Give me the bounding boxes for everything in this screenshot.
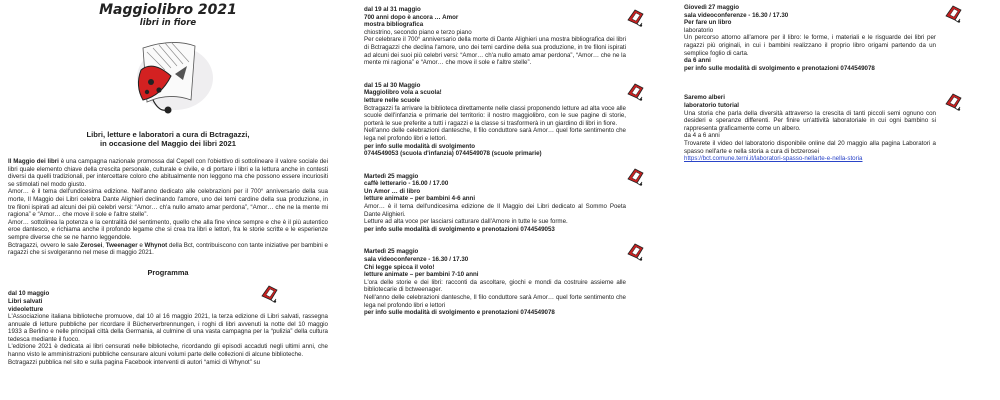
intro-paragraph-4: Bctragazzi, ovvero le sale Zerosei, Tweenager e Whynot della Bct, contribuiscono con tante iniziative per bambini e ragazzi che si svolgeranno nel mese di maggio 2021. — [8, 241, 328, 257]
book-bird-icon — [624, 80, 646, 102]
event-700-anni: dal 19 al 31 maggio 700 anni dopo è ancora … Amor mostra bibliografica chiostrino, secondo piano e terzo piano Per celebrare il 700° anniversario della morte di Dante Alighieri una mostra bibliografica dei libri di Bctragazzi che declina l'amore, uno dei temi cardine della sua produzione, in tre filoni ispirati ad alcuni dei suoi più celebri versi: “Amor… ch'a nullo amato amar perdona”, “Amor… che ne la mente mi ragiona” e “Amor… che move il sole e l'altre stelle”. — [364, 6, 626, 67]
book-bird-icon — [258, 282, 280, 304]
event-saremo-alberi: Saremo alberi laboratorio tutorial Una storia che parla della diversità attraverso la crescita di tanti piccoli semi ognuno con desideri e speranze differenti. Per finire un'attività laboratoriale in cui ogni bambino si rappresenta graficamente come un albero. da 4 a 6 anni Trovarete il video del laboratorio disponibile online dal 20 maggio alla pagina Laboratori a spasso nell'arte e nella storia a cura di bctzerosei https://bct.comune.terni.it/laboratori-spasso-nellarte-e-nella-storia — [684, 94, 936, 162]
column-right — [684, 0, 936, 163]
book-bird-icon — [624, 6, 646, 28]
page-subtitle: libri in fiore — [139, 18, 197, 28]
intro-paragraph-1: Il Maggio dei libri è una campagna nazionale promossa dal Cepell con l'obiettivo di sottolineare il valore sociale dei libri quale elemento chiave della crescita personale, culturale e civile, e di portare i libri e la lettura anche in contesti diversi da quelli tradizionali, per intercettare coloro che abitualmente non leggono ma che possono essere incuriositi se stimolati nel modo giusto. — [8, 158, 328, 188]
programma-heading: Programma — [147, 267, 189, 277]
laboratori-link[interactable]: https://bct.comune.terni.it/laboratori-spasso-nellarte-e-nella-storia — [684, 155, 863, 163]
book-bird-icon — [624, 165, 646, 187]
event-chi-legge: Martedì 25 maggio sala videoconferenze - 16.30 / 17.30 Chi legge spicca il volo! letture animate – per bambini 7-10 anni L'ora delle storie e dei libri: racconti da ascoltare, giochi e mondi da costruire assieme alle bibliotecarie di bctweenager. Nell'anno delle celebrazioni dantesche, Il filo conduttore sarà Amor… quel forte sentimento che lega nel profondo libri e lettori per info sulle modalità di svolgimento e prenotazioni 0744549078 — [364, 248, 626, 316]
event-maggiolibro-scuola: dal 15 al 30 Maggio Maggiolibro vola a scuola! letture nelle scuole Bctragazzi fa arrivare la biblioteca direttamente nelle classi proponendo letture ad alta voce alle scuole dell'infanzia e primarie del territorio: il nostro maggiolibro, con le sue pagine di storie, porterà le sue preferite a tutti i ragazzi e la classe si trasformerà in un giardino di libri in fiore. Nell'anno delle celebrazioni dantesche, Il filo conduttore sarà Amor… quel forte sentimento che lega nel profondo libri e lettori. per info sulle modalità di svolgimento 0744549053 (scuola d'infanzia) 0744549078 (scuole primarie) — [364, 82, 626, 158]
event-amor-di-libro: Martedì 25 maggio caffè letterario - 16.00 / 17.00 Un Amor … di libro letture animate – per bambini 4-6 anni Amor… è il tema dell'undicesima edizione de Il Maggio dei Libri dedicato al Sommo Poeta Dante Alighieri. Letture ad alta voce per lasciarsi catturare dall'Amore in tutte le sue forme. per info sulle modalità di svolgimento e prenotazioni 0744549053 — [364, 173, 626, 234]
event-per-fare-un-libro: Giovedì 27 maggio sala videoconferenze - 16.30 / 17.30 Per fare un libro laboratorio Un percorso attorno all'amore per il libro: le forme, i materiali e le risguarde dei libri per ragazzi più originali, in cui i bambini realizzano il proprio libro origami partendo da un semplice foglio di carta. da 6 anni per info sulle modalità di svolgimento e prenotazioni 0744549078 — [684, 4, 936, 72]
book-bird-icon — [624, 240, 646, 262]
hero-book-illustration — [113, 30, 223, 122]
intro-paragraph-3: Amor… sottolinea la potenza e la centralità del sentimento, quello che alla fine vince sempre e che è il più autentico eroe dantesco, e richiama anche il profondo legame che si crea tra libri e lettori, fra le storie scritte e le esperienze sempre diverse che se ne hanno leggendole. — [8, 218, 328, 241]
page-title: Maggiolibro 2021 — [99, 2, 237, 18]
intro-paragraph-2: Amor… è il tema dell'undicesima edizione. Nell'anno dedicato alle celebrazioni per il 700° anniversario della sua morte, Il Maggio dei Libri celebra Dante Alighieri declinando l'amore, uno dei temi cardine della sua produzione, in tre filoni ispirati ad alcuni dei più celebri versi: “Amor… ch'a nullo amato amar perdona”, “Amor… che ne la mente mi ragiona” e “Amor… che move il sole e l'altre stelle”. — [8, 188, 328, 219]
event-libri-salvati: dal 10 maggio Libri salvati videoletture L'Associazione italiana biblioteche promuove, dal 10 al 16 maggio 2021, la terza edizione di Libri salvati, rassegna annuale di letture pubbliche per ricordare il Bücherverbrennungen, i roghi di libri avvenuti la notte del 10 maggio 1933 a Berlino e nelle principali città della Germania, al culmine di una vasta campagna per la “pulizia” della cultura tedesca mediante il fuoco. L'edizione 2021 è dedicata ai libri censurati nelle biblioteche, ricordando gli episodi accaduti negli ultimi anni, che hanno visto le amministrazioni pubbliche censurare alcuni volumi parte delle collezioni di alcune biblioteche. Bctragazzi pubblica nel sito e sulla pagina Facebook interventi di autori “amici di Whynot” su — [8, 290, 328, 366]
column-left — [8, 0, 328, 366]
book-bird-icon — [942, 90, 964, 112]
book-bird-icon — [942, 2, 964, 24]
intro-heading: Libri, letture e laboratori a cura di Bctragazzi, in occasione del Maggio dei libri 2021 — [86, 130, 250, 148]
column-middle — [364, 0, 626, 317]
